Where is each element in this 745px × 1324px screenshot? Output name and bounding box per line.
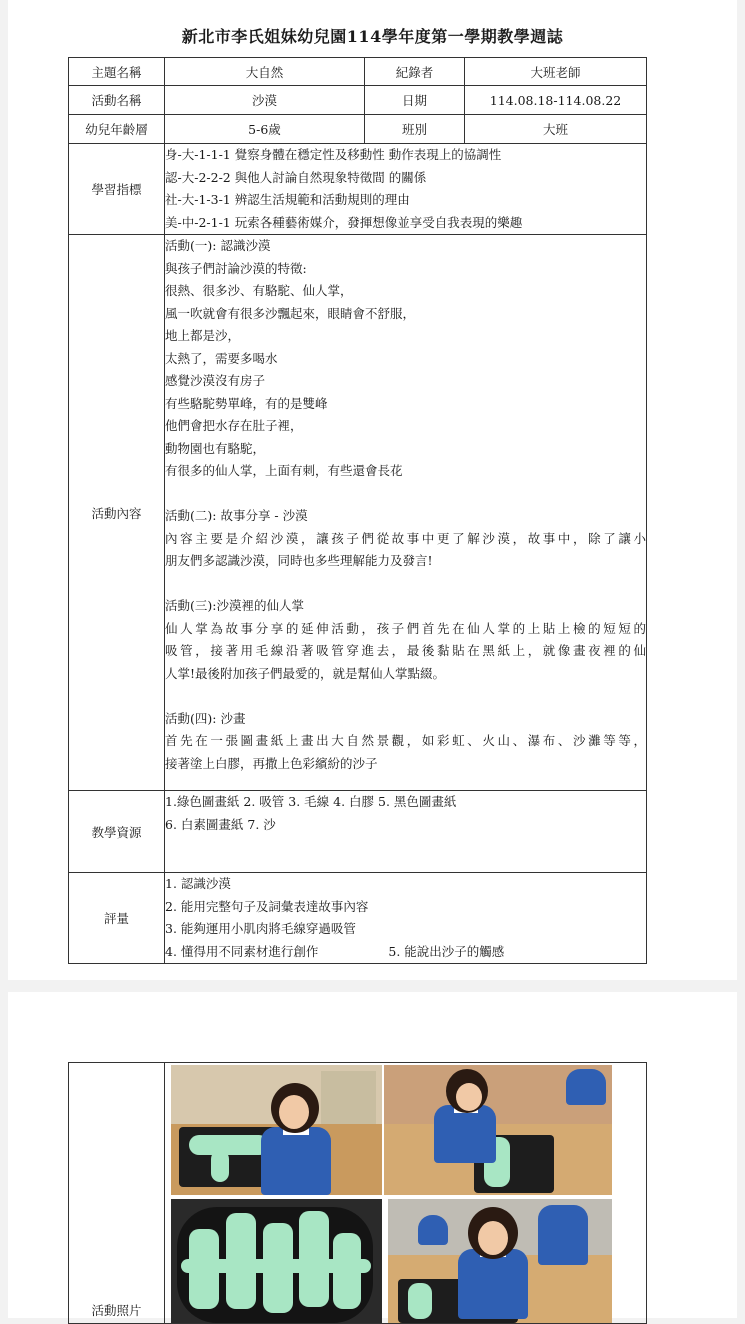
evaluation-item-5: 5. 能說出沙子的觸感 <box>388 943 505 959</box>
document-page-2 <box>8 992 737 1318</box>
indicators-text <box>165 144 647 235</box>
theme-label: 主題名稱 <box>69 58 165 86</box>
evaluation-row <box>69 873 647 964</box>
age-value: 5-6歲 <box>165 115 365 144</box>
activity-photo-1 <box>171 1065 382 1195</box>
evaluation-line: 2. 能用完整句子及詞彙表達故事內容 <box>165 898 369 914</box>
indicator-line: 社-大-1-3-1 辨認生活規範和活動規則的理由 <box>165 192 410 207</box>
evaluation-line: 1. 認識沙漠 <box>165 876 231 891</box>
indicator-line: 認-大-2-2-2 與他人討論自然現象特徵間 的關係 <box>165 169 427 185</box>
activity-label: 活動名稱 <box>69 86 165 115</box>
content-line: 動物園也有駱駝， <box>165 440 266 456</box>
weekly-record-table <box>68 57 647 964</box>
activity-row <box>69 86 647 115</box>
content-line: 地上都是沙， <box>165 328 241 343</box>
content-label: 活動內容 <box>69 235 165 791</box>
activity-photo-3 <box>171 1199 382 1323</box>
age-row <box>69 115 647 144</box>
recorder-label: 紀錄者 <box>365 58 465 86</box>
age-label: 幼兒年齡層 <box>69 115 165 144</box>
resources-row <box>69 791 647 873</box>
content-line: 朋友們多認識沙漠，同時也多些理解能力及發言! <box>165 553 433 568</box>
evaluation-item-4: 4. 懂得用不同素材進行創作 <box>165 943 319 959</box>
resources-label: 教學資源 <box>69 791 165 873</box>
photo-table <box>68 1062 647 1324</box>
page-title: 新北市李氏姐妹幼兒園114學年度第一學期教學週誌 <box>181 27 564 46</box>
activity-1-title: 活動(一): 認識沙漠 <box>165 238 271 253</box>
theme-value: 大自然 <box>165 58 365 86</box>
content-line: 有很多的仙人掌，上面有刺，有些還會長花 <box>165 463 403 478</box>
date-label: 日期 <box>365 86 465 115</box>
content-line: 內容主要是介紹沙漠，讓孩子們從故事中更了解沙漠，故事中，除了讓小 <box>165 530 646 546</box>
theme-row <box>69 58 647 86</box>
photo-grid <box>165 1063 647 1324</box>
indicators-label: 學習指標 <box>69 144 165 235</box>
activity-2-title: 活動(二): 故事分享 - 沙漠 <box>165 508 308 523</box>
photos-label: 活動照片 <box>69 1063 165 1324</box>
indicator-line: 美-中-2-1-1 玩索各種藝術媒介，發揮想像並享受自我表現的樂趣 <box>165 214 523 230</box>
activity-photo-2 <box>384 1065 612 1195</box>
content-line: 有些駱駝勢單峰，有的是雙峰 <box>165 395 328 411</box>
indicators-row <box>69 144 647 235</box>
resources-line: 6. 白素圖畫紙 7. 沙 <box>165 816 276 832</box>
resources-line: 1.綠色圖畫紙 2. 吸管 3. 毛線 4. 白膠 5. 黑色圖畫紙 <box>165 794 457 809</box>
date-value: 114.08.18-114.08.22 <box>465 86 647 115</box>
class-value: 大班 <box>465 115 647 144</box>
content-line: 感覺沙漠沒有房子 <box>165 373 266 388</box>
content-line: 吸管，接著用毛線沿著吸管穿進去，最後黏貼在黑紙上，就像畫夜裡的仙 <box>165 643 646 658</box>
activity-3-title: 活動(三):沙漠裡的仙人掌 <box>165 598 304 613</box>
resources-text <box>165 791 647 873</box>
content-line: 與孩子們討論沙漠的特徵: <box>165 260 307 276</box>
activity-value: 沙漠 <box>165 86 365 115</box>
class-label: 班別 <box>365 115 465 144</box>
document-page-1 <box>8 0 737 980</box>
evaluation-text <box>165 873 647 964</box>
indicator-line: 身-大-1-1-1 覺察身體在穩定性及移動性 動作表現上的協調性 <box>165 147 502 162</box>
content-line: 仙人掌為故事分享的延伸活動，孩子們首先在仙人掌的上貼上檢的短短的 <box>165 620 646 636</box>
content-line: 風一吹就會有很多沙飄起來，眼睛會不舒服， <box>165 305 416 321</box>
content-line: 首先在一張圖畫紙上畫出大自然景觀，如彩虹、火山、瀑布、沙灘等等， <box>165 733 646 748</box>
content-line: 接著塗上白膠，再撒上色彩繽紛的沙子 <box>165 755 378 771</box>
content-line: 人掌!最後附加孩子們最愛的，就是幫仙人掌點綴。 <box>165 665 446 681</box>
content-line: 太熱了，需要多喝水 <box>165 350 278 366</box>
activity-4-title: 活動(四): 沙畫 <box>165 710 246 726</box>
activity-photo-4 <box>388 1199 612 1323</box>
recorder-value: 大班老師 <box>465 58 647 86</box>
evaluation-line: 3. 能夠運用小肌肉將毛線穿過吸管 <box>165 921 356 936</box>
content-row <box>69 235 647 791</box>
content-text <box>165 235 647 791</box>
content-line: 很熱、很多沙、有駱駝、仙人掌， <box>165 283 353 298</box>
content-line: 他們會把水存在肚子裡， <box>165 418 303 433</box>
evaluation-line <box>165 941 646 964</box>
evaluation-label: 評量 <box>69 873 165 964</box>
